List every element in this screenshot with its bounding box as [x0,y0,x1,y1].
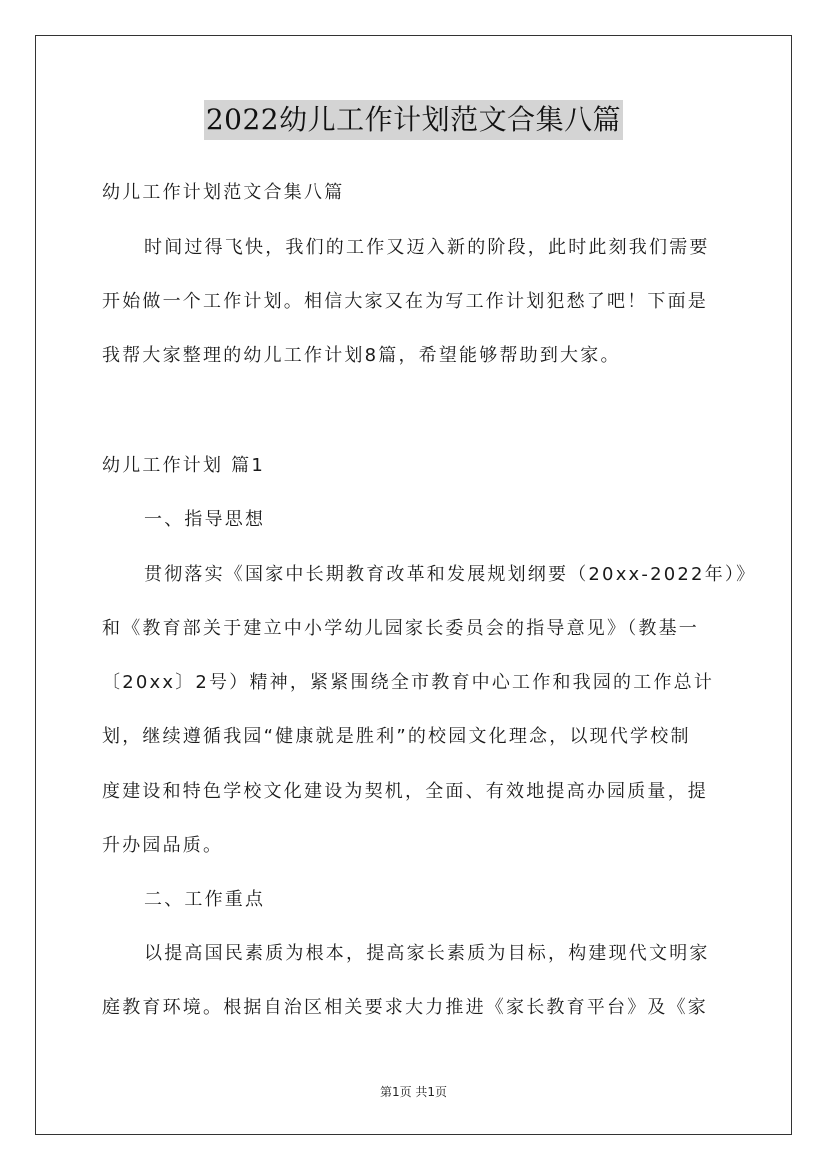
subtitle-line: 幼儿工作计划范文合集八篇 [102,182,345,203]
heading-work-focus: 二、工作重点 [144,889,266,910]
intro-line-1: 时间过得飞快，我们的工作又迈入新的阶段，此时此刻我们需要 [144,237,710,258]
title-container [0,100,827,140]
body-line-1: 贯彻落实《国家中长期教育改革和发展规划纲要（20xx-2022年）》 [144,564,757,585]
body-line-6: 升办园品质。 [102,835,224,856]
section-heading-plan-1: 幼儿工作计划 篇1 [102,455,265,476]
intro-line-2: 开始做一个工作计划。相信大家又在为写工作计划犯愁了吧！下面是 [102,291,708,312]
body-line-3: 〔20xx〕2号）精神，紧紧围绕全市教育中心工作和我园的工作总计 [102,672,715,693]
page-footer: 第1页 共1页 [379,1085,448,1099]
body-line-4: 划，继续遵循我园“健康就是胜利”的校园文化理念，以现代学校制 [102,726,691,747]
body-line-7: 以提高国民素质为根本，提高家长素质为目标，构建现代文明家 [144,943,710,964]
body-line-8: 庭教育环境。根据自治区相关要求大力推进《家长教育平台》及《家 [102,997,708,1018]
document-title: 2022幼儿工作计划范文合集八篇 [204,100,623,140]
intro-line-3: 我帮大家整理的幼儿工作计划8篇，希望能够帮助到大家。 [102,345,621,366]
body-line-2: 和《教育部关于建立中小学幼儿园家长委员会的指导意见》（教基一 [102,618,699,639]
heading-guiding-ideology: 一、指导思想 [144,509,266,530]
body-line-5: 度建设和特色学校文化建设为契机，全面、有效地提高办园质量，提 [102,781,708,802]
